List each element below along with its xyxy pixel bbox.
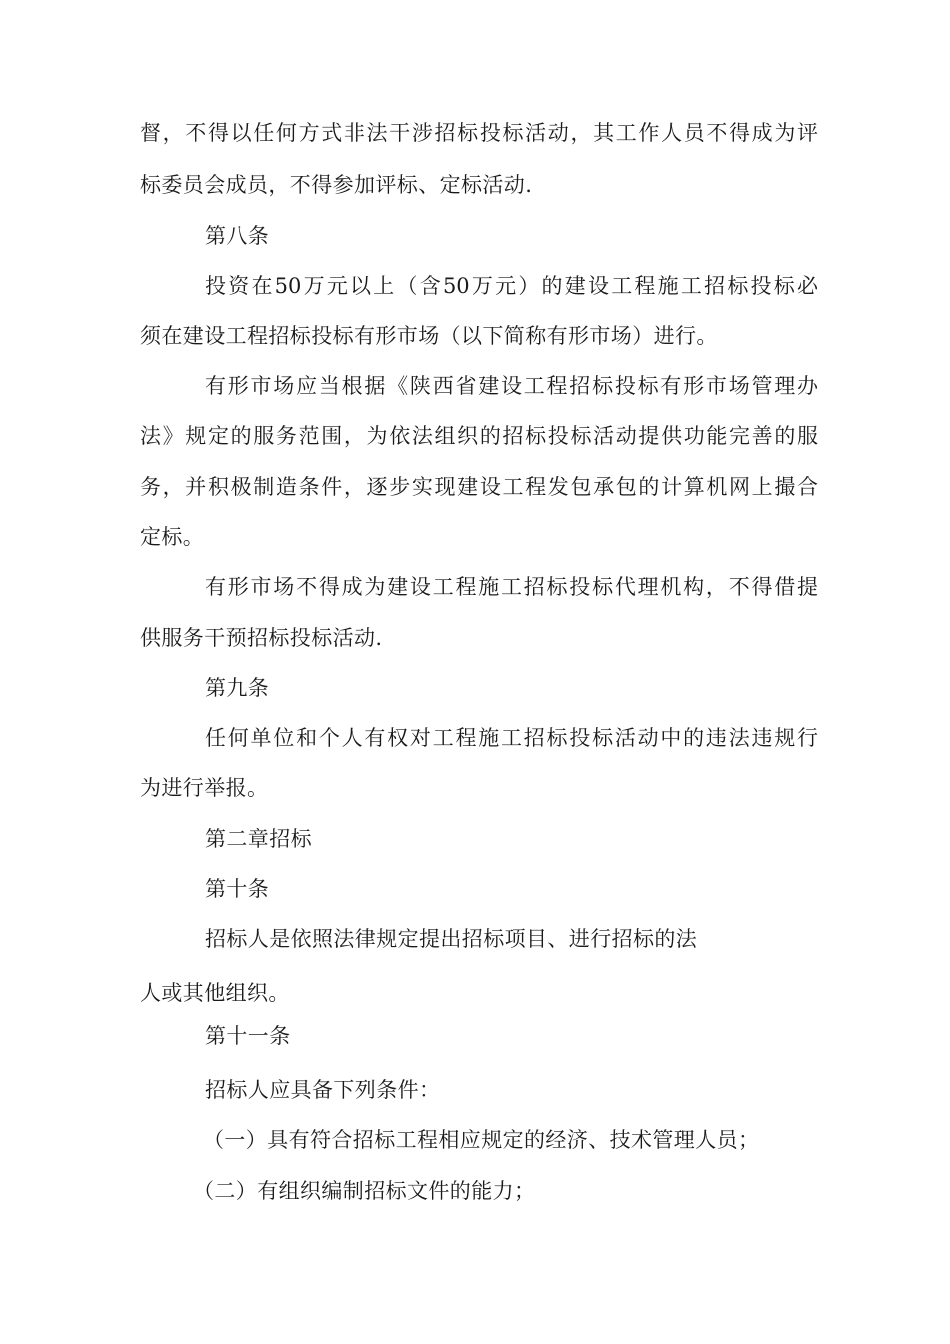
list-item: （二）有组织编制招标文件的能力； [193, 1179, 536, 1203]
text-line: 标委员会成员，不得参加评标、定标活动. [140, 173, 533, 197]
article-heading: 第八条 [205, 224, 270, 248]
text-line: 招标人是依照法律规定提出招标项目、进行招标的法 [205, 927, 698, 951]
chapter-heading: 第二章招标 [205, 827, 312, 851]
text-line: 须在建设工程招标投标有形市场（以下简称有形市场）进行。 [140, 324, 718, 348]
text-line: 为进行举报。 [140, 776, 269, 800]
list-item: （一）具有符合招标工程相应规定的经济、技术管理人员； [203, 1128, 760, 1152]
text-line: 招标人应具备下列条件： [205, 1078, 441, 1102]
text-line: 有形市场应当根据《陕西省建设工程招标投标有形市场管理办 [205, 374, 818, 398]
article-heading: 第十一条 [205, 1024, 291, 1048]
article-heading: 第九条 [205, 676, 270, 700]
text-line: 投资在50万元以上（含50万元）的建设工程施工招标投标必 [205, 274, 818, 298]
text-line: 有形市场不得成为建设工程施工招标投标代理机构，不得借提 [205, 575, 818, 599]
text-line: 督，不得以任何方式非法干涉招标投标活动，其工作人员不得成为评 [140, 121, 818, 145]
text-line: 法》规定的服务范围，为依法组织的招标投标活动提供功能完善的服 [140, 424, 818, 448]
text-line: 人或其他组织。 [140, 981, 290, 1005]
text-line: 定标。 [140, 525, 205, 549]
article-heading: 第十条 [205, 877, 270, 901]
text-line: 供服务干预招标投标活动. [140, 626, 383, 650]
text-line: 务，并积极制造条件，逐步实现建设工程发包承包的计算机网上撮合 [140, 475, 818, 499]
text-line: 任何单位和个人有权对工程施工招标投标活动中的违法违规行 [205, 726, 818, 750]
